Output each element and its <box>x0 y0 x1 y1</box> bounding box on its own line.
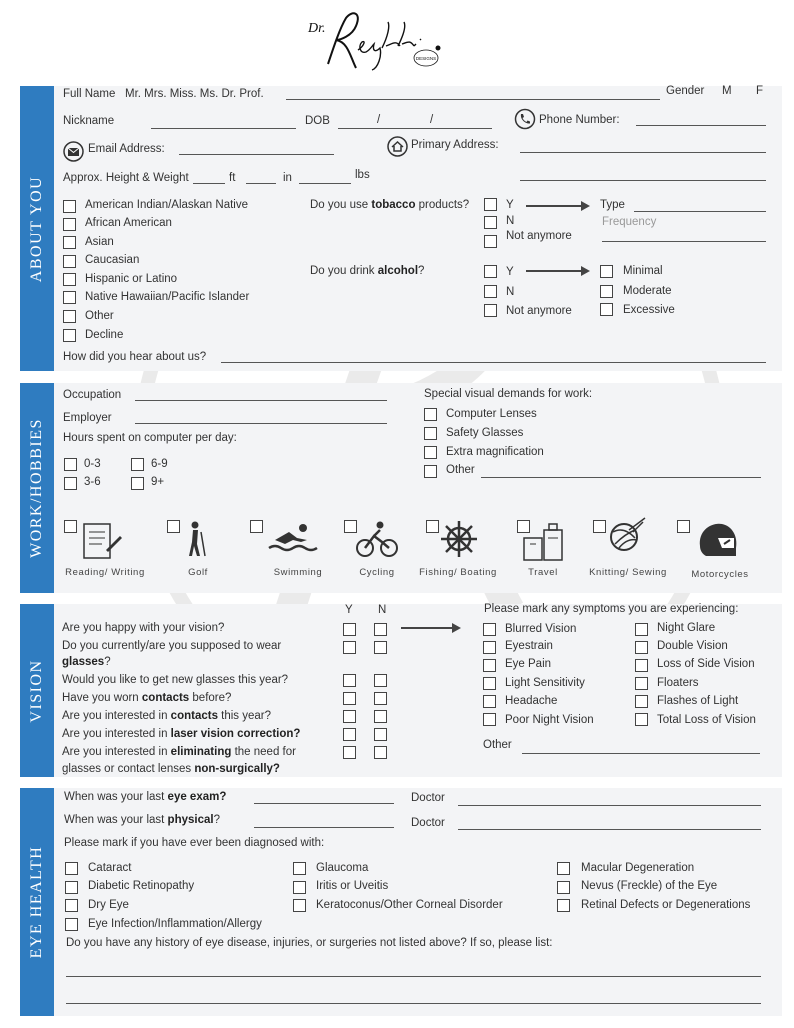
hobby-checkbox[interactable] <box>64 520 77 533</box>
ethnicity-checkbox[interactable] <box>63 200 76 213</box>
hobby-label: Motorcycles <box>691 569 749 580</box>
ethnicity-label: Hispanic or Latino <box>85 273 178 285</box>
diagnosis-label: Iritis or Uveitis <box>316 880 389 892</box>
symptom-label: Poor Night Vision <box>505 714 594 726</box>
symptom-label: Loss of Side Vision <box>657 658 755 670</box>
vision-yes-checkbox[interactable] <box>343 728 356 741</box>
alcohol-level-label: Minimal <box>623 265 663 277</box>
eye-exam-label: When was your last eye exam? <box>64 791 227 803</box>
symptom-checkbox[interactable] <box>635 677 648 690</box>
diagnosis-label: Macular Degeneration <box>581 862 695 874</box>
work-hobbies-title: WORK/HOBBIES <box>28 418 45 558</box>
symptom-checkbox[interactable] <box>635 623 648 636</box>
alcohol-yes-checkbox[interactable] <box>484 265 497 278</box>
diagnosis-checkbox[interactable] <box>293 862 306 875</box>
symptom-checkbox[interactable] <box>483 713 496 726</box>
alcohol-level-label: Excessive <box>623 304 675 316</box>
fullname-field[interactable] <box>286 99 660 100</box>
special-demands-label: Special visual demands for work: <box>424 388 593 400</box>
hours-option: 6-9 <box>151 458 168 470</box>
about-you-title: ABOUT YOU <box>28 175 45 282</box>
symptom-label: Eye Pain <box>505 658 552 670</box>
hobby-label: Knitting/ Sewing <box>589 567 667 578</box>
alcohol-level-checkbox[interactable] <box>600 285 613 298</box>
hobby-label: Fishing/ Boating <box>419 567 497 578</box>
diagnosis-checkbox[interactable] <box>557 881 570 894</box>
vision-yes-header: Y <box>345 604 353 616</box>
nickname-label: Nickname <box>63 115 115 127</box>
dob-label: DOB <box>305 115 330 127</box>
ethnicity-label: American Indian/Alaskan Native <box>85 199 248 211</box>
hobby-checkbox[interactable] <box>250 520 263 533</box>
dob-slash-2: / <box>430 114 434 126</box>
symptom-checkbox[interactable] <box>635 695 648 708</box>
symptom-checkbox[interactable] <box>483 659 496 672</box>
alcohol-level-label: Moderate <box>623 285 672 297</box>
ethnicity-checkbox[interactable] <box>63 236 76 249</box>
tobacco-question: Do you use tobacco products? <box>310 199 470 211</box>
hours-option: 0-3 <box>84 458 101 470</box>
home-icon <box>387 136 408 157</box>
physical-doctor-label: Doctor <box>411 817 445 829</box>
occupation-label: Occupation <box>63 389 122 401</box>
yarn-ball-icon <box>607 516 647 554</box>
symptom-checkbox[interactable] <box>635 659 648 672</box>
tobacco-no-label: N <box>506 215 515 227</box>
symptoms-title: Please mark any symptoms you are experiencing: <box>484 603 739 615</box>
eye-health-tab <box>20 788 54 1016</box>
vision-question: Are you interested in contacts this year? <box>62 710 272 722</box>
history-field-1[interactable] <box>66 976 761 977</box>
nickname-field[interactable] <box>151 128 296 129</box>
diagnosis-checkbox[interactable] <box>65 918 78 931</box>
height-ft-field[interactable] <box>193 183 225 184</box>
hobby-label: Travel <box>528 567 558 578</box>
ethnicity-checkbox[interactable] <box>63 310 76 323</box>
diagnosis-checkbox[interactable] <box>293 899 306 912</box>
symptom-label: Double Vision <box>657 640 728 652</box>
vision-no-checkbox[interactable] <box>374 674 387 687</box>
in-label: in <box>283 172 292 184</box>
logo-dr: Dr. <box>308 21 326 36</box>
occupation-field[interactable] <box>135 400 387 401</box>
vision-title: VISION <box>28 658 45 723</box>
symptom-checkbox[interactable] <box>483 695 496 708</box>
vision-no-checkbox[interactable] <box>374 623 387 636</box>
physical-field[interactable] <box>254 827 394 828</box>
address-field-2[interactable] <box>520 180 766 181</box>
ethnicity-label: Native Hawaiian/Pacific Islander <box>85 291 250 303</box>
hear-about-field[interactable] <box>221 362 766 363</box>
hours-checkbox[interactable] <box>64 458 77 471</box>
ship-wheel-icon <box>440 520 478 558</box>
ethnicity-checkbox[interactable] <box>63 218 76 231</box>
diagnosis-checkbox[interactable] <box>293 881 306 894</box>
symptom-checkbox[interactable] <box>483 641 496 654</box>
special-demand-label: Extra magnification <box>446 446 544 458</box>
dr-reghetti-logo <box>300 6 450 76</box>
employer-label: Employer <box>63 412 112 424</box>
ethnicity-checkbox[interactable] <box>63 291 76 304</box>
alcohol-question: Do you drink alcohol? <box>310 265 425 277</box>
tobacco-type-field[interactable] <box>634 211 766 212</box>
gender-f[interactable]: F <box>756 85 764 97</box>
vision-no-header: N <box>378 604 387 616</box>
diagnosis-label: Keratoconus/Other Corneal Disorder <box>316 899 503 911</box>
eye-exam-doctor-label: Doctor <box>411 792 445 804</box>
vision-question: Have you worn contacts before? <box>62 692 232 704</box>
luggage-icon <box>522 520 566 564</box>
hobby-label: Cycling <box>359 567 395 578</box>
hobby-label: Reading/ Writing <box>65 567 145 578</box>
ethnicity-label: Decline <box>85 329 124 341</box>
hours-option: 9+ <box>151 476 165 488</box>
special-demand-label: Other <box>446 464 475 476</box>
dob-slash-1: / <box>377 114 381 126</box>
vision-question: glasses or contact lenses non-surgically? <box>62 763 280 775</box>
tobacco-frequency-label: Frequency <box>602 216 657 228</box>
symptom-label: Headache <box>505 695 558 707</box>
motorcycle-helmet-icon <box>696 520 738 560</box>
special-demand-checkbox[interactable] <box>424 446 437 459</box>
diagnosis-checkbox[interactable] <box>557 899 570 912</box>
hours-checkbox[interactable] <box>131 458 144 471</box>
ethnicity-label: African American <box>85 217 172 229</box>
symptom-label: Flashes of Light <box>657 695 739 707</box>
vision-question: Do you currently/are you supposed to wear <box>62 640 282 652</box>
hours-option: 3-6 <box>84 476 101 488</box>
physical-doctor-field[interactable] <box>458 829 761 830</box>
special-demand-label: Computer Lenses <box>446 408 537 420</box>
work-hobbies-tab <box>20 383 54 593</box>
diagnosis-checkbox[interactable] <box>65 881 78 894</box>
swimming-icon <box>267 520 323 554</box>
symptom-label: Total Loss of Vision <box>657 714 756 726</box>
address-label: Primary Address: <box>411 139 499 151</box>
eye-exam-field[interactable] <box>254 803 394 804</box>
phone-label: Phone Number: <box>539 114 620 126</box>
vision-no-checkbox[interactable] <box>374 692 387 705</box>
symptom-checkbox[interactable] <box>483 677 496 690</box>
hobby-label: Golf <box>188 567 208 578</box>
vision-no-checkbox[interactable] <box>374 728 387 741</box>
physical-label: When was your last physical? <box>64 814 220 826</box>
cycling-icon <box>356 520 398 558</box>
phone-icon <box>514 108 536 130</box>
lbs-label: lbs <box>355 169 370 181</box>
tobacco-no-checkbox[interactable] <box>484 216 497 229</box>
height-in-field[interactable] <box>246 183 276 184</box>
tobacco-not-anymore-checkbox[interactable] <box>484 235 497 248</box>
reading-writing-icon <box>80 520 122 564</box>
alcohol-level-checkbox[interactable] <box>600 265 613 278</box>
symptom-label: Night Glare <box>657 622 716 634</box>
vision-no-checkbox[interactable] <box>374 710 387 723</box>
vision-yes-checkbox[interactable] <box>343 641 356 654</box>
diagnosis-label: Retinal Defects or Degenerations <box>581 899 751 911</box>
diagnosis-checkbox[interactable] <box>65 862 78 875</box>
ft-label: ft <box>229 172 236 184</box>
symptom-checkbox[interactable] <box>635 641 648 654</box>
alcohol-no-label: N <box>506 286 515 298</box>
special-demand-checkbox[interactable] <box>424 465 437 478</box>
hobby-checkbox[interactable] <box>677 520 690 533</box>
weight-field[interactable] <box>299 183 351 184</box>
special-other-field[interactable] <box>481 477 761 478</box>
hobby-checkbox[interactable] <box>426 520 439 533</box>
hobby-checkbox[interactable] <box>167 520 180 533</box>
arrow-icon <box>526 205 588 207</box>
eye-health-title: EYE HEALTH <box>28 845 45 959</box>
tobacco-type-label: Type <box>600 199 625 211</box>
alcohol-not-anymore-label: Not anymore <box>506 305 572 317</box>
vision-no-checkbox[interactable] <box>374 641 387 654</box>
eye-exam-doctor-field[interactable] <box>458 805 761 806</box>
email-label: Email Address: <box>88 143 165 155</box>
gender-m[interactable]: M <box>722 85 732 97</box>
special-demand-checkbox[interactable] <box>424 427 437 440</box>
symptom-checkbox[interactable] <box>483 623 496 636</box>
ethnicity-label: Asian <box>85 236 114 248</box>
symptom-checkbox[interactable] <box>635 713 648 726</box>
diagnosis-checkbox[interactable] <box>557 862 570 875</box>
phone-field[interactable] <box>636 125 766 126</box>
diagnosis-title: Please mark if you have ever been diagnosed with: <box>64 837 325 849</box>
arrow-icon <box>401 627 459 629</box>
height-label: Approx. Height & Weight <box>63 172 189 184</box>
tobacco-yes-label: Y <box>506 199 514 211</box>
fullname-label: Full Name <box>63 88 116 100</box>
hear-about-label: How did you hear about us? <box>63 351 207 363</box>
diagnosis-label: Nevus (Freckle) of the Eye <box>581 880 718 892</box>
symptom-other-label: Other <box>483 739 512 751</box>
tobacco-frequency-field[interactable] <box>602 241 766 242</box>
alcohol-not-anymore-checkbox[interactable] <box>484 304 497 317</box>
history-field-2[interactable] <box>66 1003 761 1004</box>
hours-checkbox[interactable] <box>131 477 144 490</box>
vision-no-checkbox[interactable] <box>374 746 387 759</box>
hobby-checkbox[interactable] <box>593 520 606 533</box>
diagnosis-label: Eye Infection/Inflammation/Allergy <box>88 918 262 930</box>
ethnicity-label: Caucasian <box>85 254 140 266</box>
symptom-label: Light Sensitivity <box>505 677 585 689</box>
tobacco-yes-checkbox[interactable] <box>484 198 497 211</box>
diagnosis-label: Cataract <box>88 862 132 874</box>
vision-tab <box>20 604 54 777</box>
logo-designs: DESIGNS <box>415 56 437 61</box>
email-field[interactable] <box>179 154 334 155</box>
golf-icon <box>183 520 209 560</box>
address-field-1[interactable] <box>520 152 766 153</box>
alcohol-no-checkbox[interactable] <box>484 285 497 298</box>
gender-label: Gender <box>666 85 705 97</box>
employer-field[interactable] <box>135 423 387 424</box>
arrow-icon <box>526 270 588 272</box>
ethnicity-label: Other <box>85 310 114 322</box>
history-label: Do you have any history of eye disease, injuries, or surgeries not listed above? If so, please list: <box>66 937 553 949</box>
ethnicity-checkbox[interactable] <box>63 329 76 342</box>
special-demand-label: Safety Glasses <box>446 427 524 439</box>
dob-field[interactable] <box>338 128 492 129</box>
vision-yes-checkbox[interactable] <box>343 692 356 705</box>
vision-yes-checkbox[interactable] <box>343 674 356 687</box>
ethnicity-checkbox[interactable] <box>63 273 76 286</box>
hobby-label: Swimming <box>273 567 323 578</box>
vision-question: Are you happy with your vision? <box>62 622 225 634</box>
symptom-label: Blurred Vision <box>505 623 577 635</box>
about-you-tab <box>20 86 54 371</box>
diagnosis-label: Dry Eye <box>88 899 129 911</box>
vision-question: glasses? <box>62 656 111 668</box>
ethnicity-checkbox[interactable] <box>63 255 76 268</box>
alcohol-yes-label: Y <box>506 266 514 278</box>
vision-yes-checkbox[interactable] <box>343 623 356 636</box>
prefix-options[interactable]: Mr. Mrs. Miss. Ms. Dr. Prof. <box>125 88 264 100</box>
symptom-label: Floaters <box>657 677 699 689</box>
diagnosis-checkbox[interactable] <box>65 899 78 912</box>
vision-question: Are you interested in laser vision correction? <box>62 728 301 740</box>
vision-question: Are you interested in eliminating the need for <box>62 746 296 758</box>
hours-label: Hours spent on computer per day: <box>63 432 237 444</box>
vision-yes-checkbox[interactable] <box>343 746 356 759</box>
email-icon <box>63 141 84 162</box>
vision-yes-checkbox[interactable] <box>343 710 356 723</box>
vision-question: Would you like to get new glasses this year? <box>62 674 289 686</box>
symptom-other-field[interactable] <box>522 753 760 754</box>
alcohol-level-checkbox[interactable] <box>600 303 613 316</box>
special-demand-checkbox[interactable] <box>424 408 437 421</box>
diagnosis-label: Glaucoma <box>316 862 369 874</box>
hours-checkbox[interactable] <box>64 477 77 490</box>
tobacco-not-anymore-label: Not anymore <box>506 230 572 242</box>
diagnosis-label: Diabetic Retinopathy <box>88 880 195 892</box>
symptom-label: Eyestrain <box>505 640 553 652</box>
